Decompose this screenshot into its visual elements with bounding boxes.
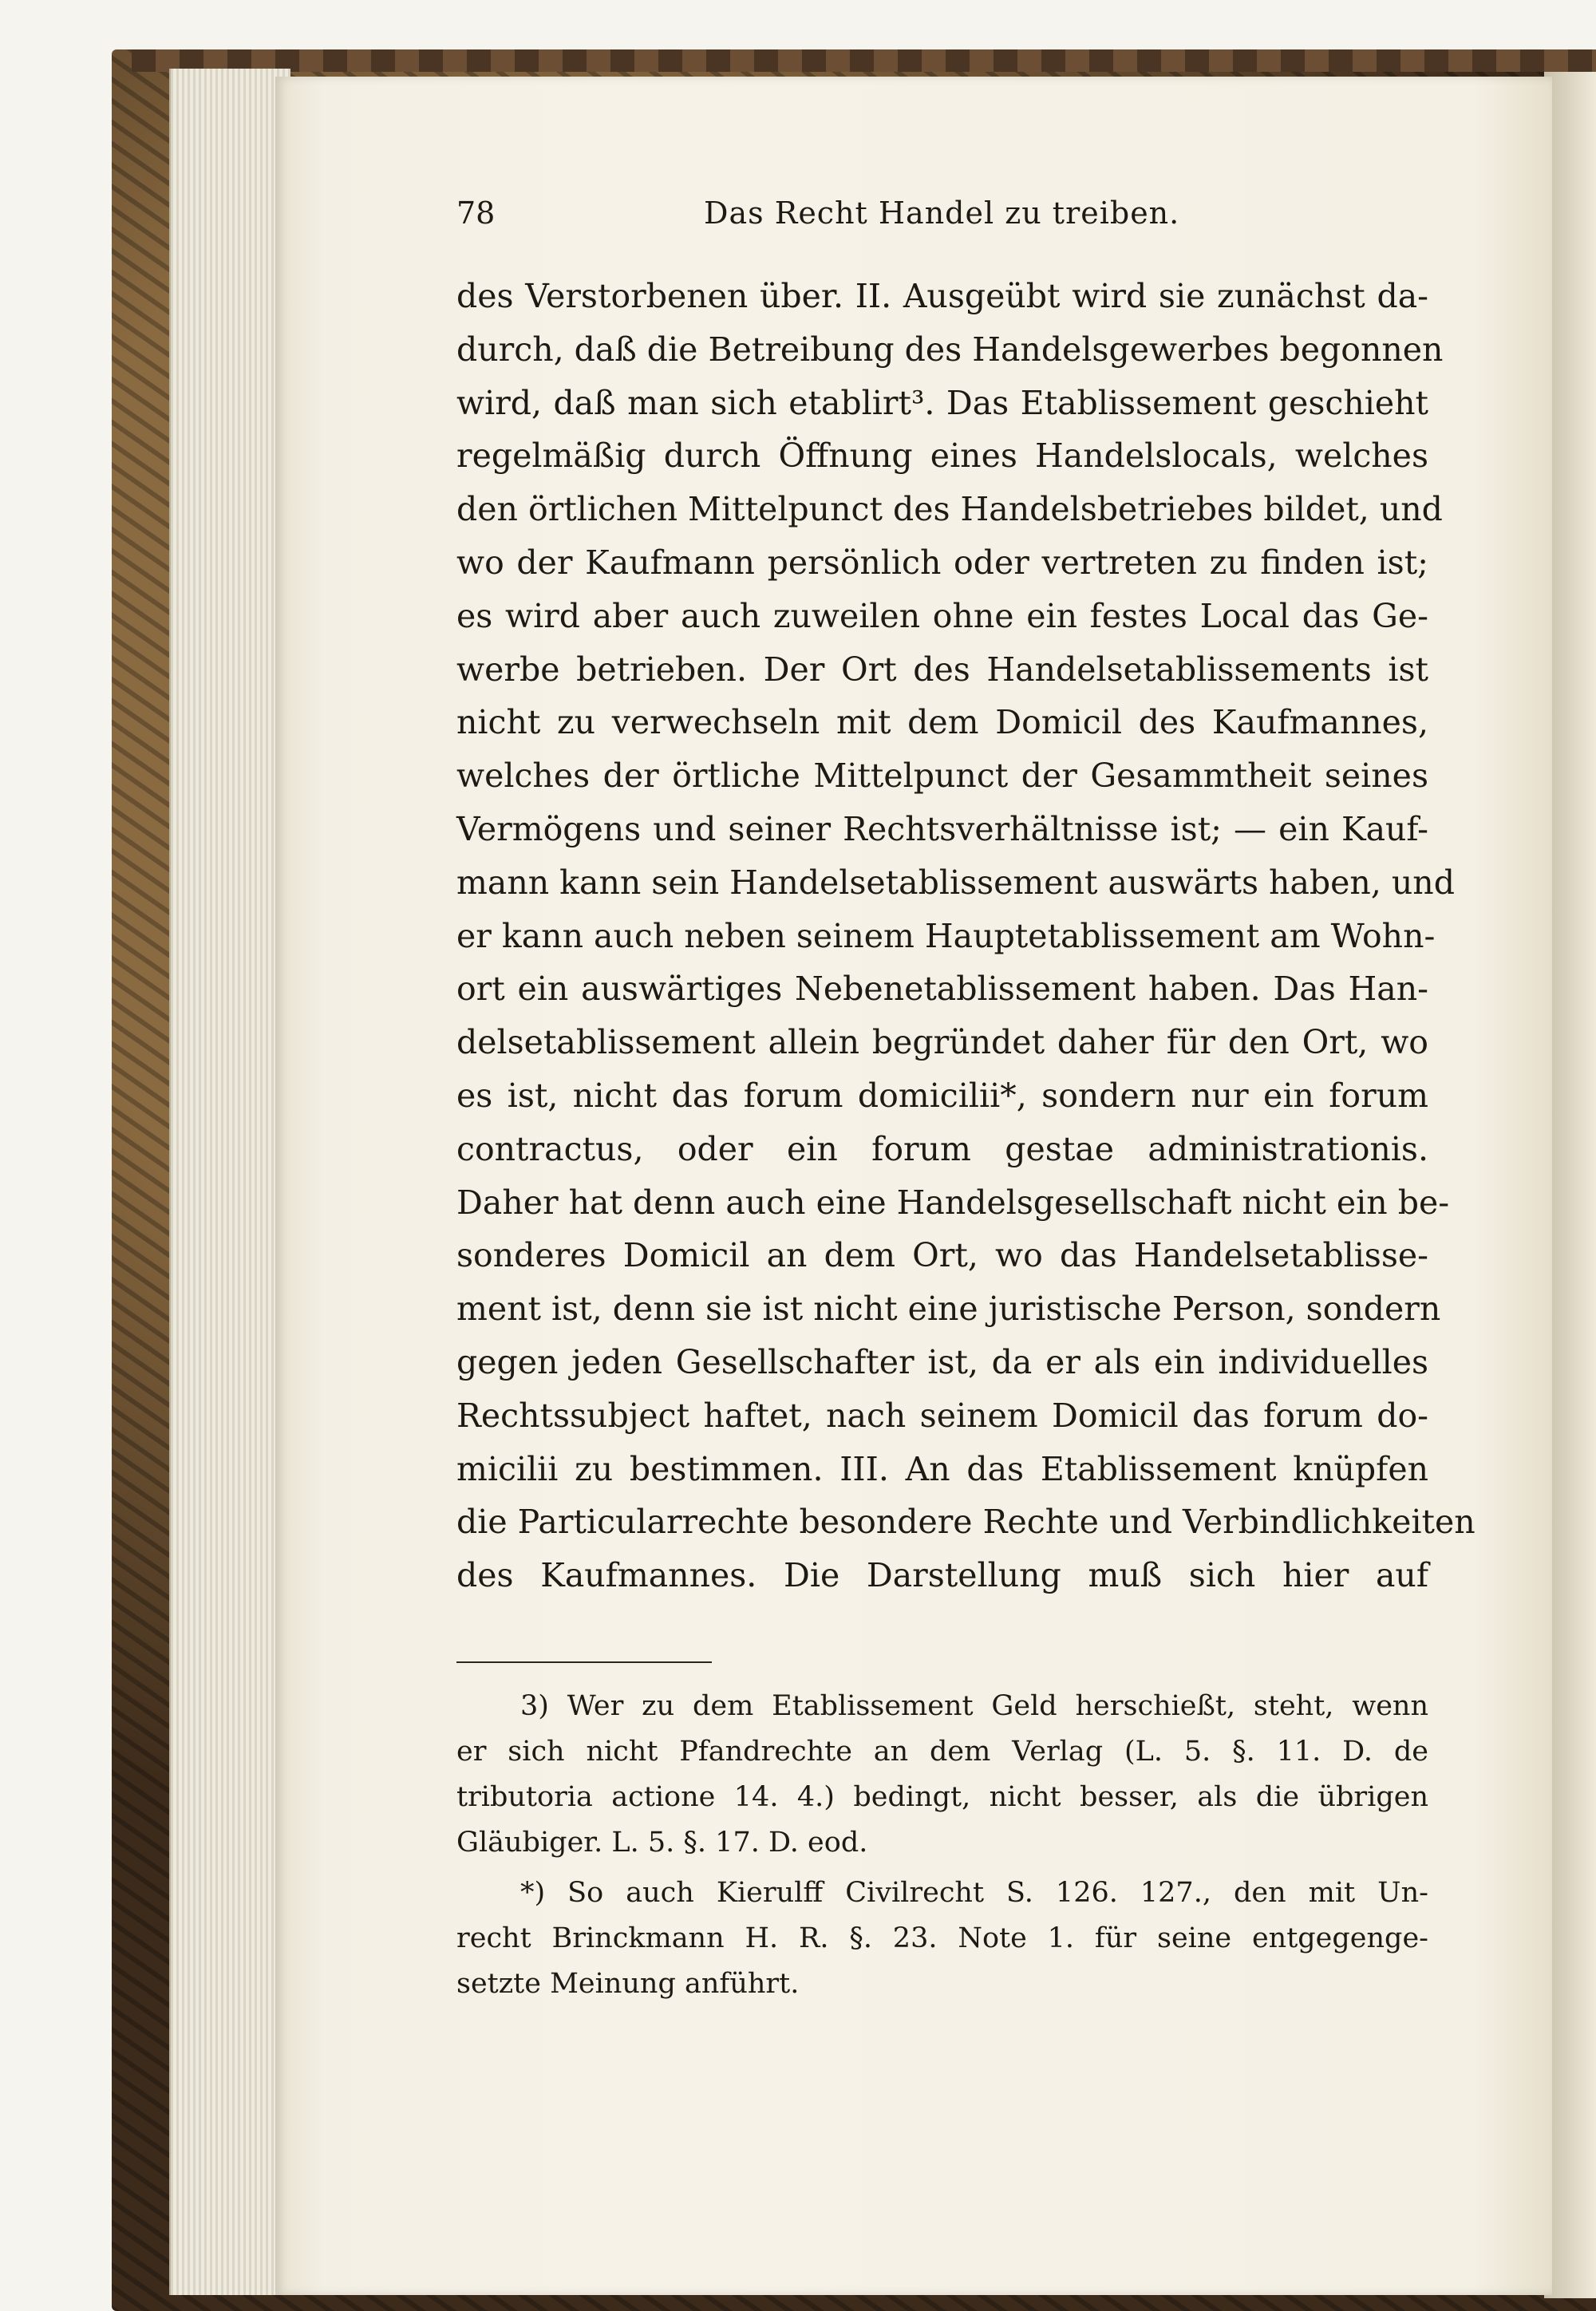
footnote-3-line: er sich nicht Pfandrechte an dem Verlag (L. 5. §. 11. D. de	[456, 1736, 1428, 1768]
text-line: des Verstorbenen über. II. Ausgeübt wird sie zunächst da-	[456, 277, 1428, 315]
text-line: gegen jeden Gesellschafter ist, da er als ein individuelles	[456, 1342, 1428, 1381]
text-line: Vermögens und seiner Rechtsverhältnisse ist; — ein Kauf-	[456, 809, 1428, 848]
page-header	[456, 196, 1428, 243]
text-line: delsetablissement allein begründet daher für den Ort, wo	[456, 1023, 1428, 1062]
text-line: die Particularrechte besondere Rechte und Verbindlichkeiten	[456, 1503, 1476, 1542]
text-line: Daher hat denn auch eine Handelsgesellschaft nicht ein be-	[456, 1183, 1450, 1222]
text-line: er kann auch neben seinem Hauptetablissement am Wohn-	[456, 916, 1436, 955]
text-line: Rechtssubject haftet, nach seinem Domicil das forum do-	[456, 1396, 1428, 1435]
text-line: wird, daß man sich etablirt³. Das Etablissement geschieht	[456, 383, 1428, 422]
running-head: Das Recht Handel zu treiben.	[704, 196, 1180, 231]
footnote-3-line: Gläubiger. L. 5. §. 17. D. eod.	[456, 1827, 868, 1859]
body-text	[456, 270, 1476, 1602]
footnotes	[456, 1684, 1428, 2007]
page-number: 78	[456, 196, 496, 231]
page-edges	[169, 69, 290, 2295]
footnote-rule	[456, 1661, 712, 1663]
text-line: nicht zu verwechseln mit dem Domicil des Kaufmannes,	[456, 703, 1428, 742]
text-line: contractus, oder ein forum gestae administrationis.	[456, 1129, 1428, 1168]
footnote-star-line: recht Brinckmann H. R. §. 23. Note 1. für seine entgegenge-	[456, 1922, 1428, 1954]
text-line: des Kaufmannes. Die Darstellung muß sich hier auf	[456, 1556, 1428, 1595]
text-line: ment ist, denn sie ist nicht eine juristische Person, sondern	[456, 1290, 1441, 1329]
text-line: micilii zu bestimmen. III. An das Etablissement knüpfen	[456, 1449, 1428, 1488]
text-line: es ist, nicht das forum domicilii*, sondern nur ein forum	[456, 1076, 1428, 1115]
footnote-star-line: setzte Meinung anführt.	[456, 1968, 800, 2000]
text-line: ort ein auswärtiges Nebenetablissement haben. Das Han-	[456, 970, 1428, 1009]
text-line: durch, daß die Betreibung des Handelsgewerbes begonnen	[456, 330, 1444, 369]
text-line: wo der Kaufmann persönlich oder vertreten zu finden ist;	[456, 543, 1428, 582]
cover-edge-band	[132, 49, 1596, 72]
footnote-3-line: tributoria actione 14. 4.) bedingt, nicht besser, als die übrigen	[456, 1781, 1428, 1813]
text-line: sonderes Domicil an dem Ort, wo das Handelsetablisse-	[456, 1236, 1428, 1275]
text-line: regelmäßig durch Öffnung eines Handelslocals, welches	[456, 437, 1428, 476]
footnote-3-line: 3) Wer zu dem Etablissement Geld herschießt, steht, wenn	[520, 1690, 1428, 1722]
text-line: werbe betrieben. Der Ort des Handelsetablissements ist	[456, 650, 1428, 689]
text-line: welches der örtliche Mittelpunct der Gesammtheit seines	[456, 757, 1428, 796]
footnote-star-line: *) So auch Kierulff Civilrecht S. 126. 127., den mit Un-	[520, 1877, 1428, 1909]
text-line: den örtlichen Mittelpunct des Handelsbetriebes bildet, und	[456, 490, 1443, 529]
text-line: mann kann sein Handelsetablissement auswärts haben, und	[456, 863, 1455, 902]
text-line: es wird aber auch zuweilen ohne ein festes Local das Ge-	[456, 596, 1428, 635]
